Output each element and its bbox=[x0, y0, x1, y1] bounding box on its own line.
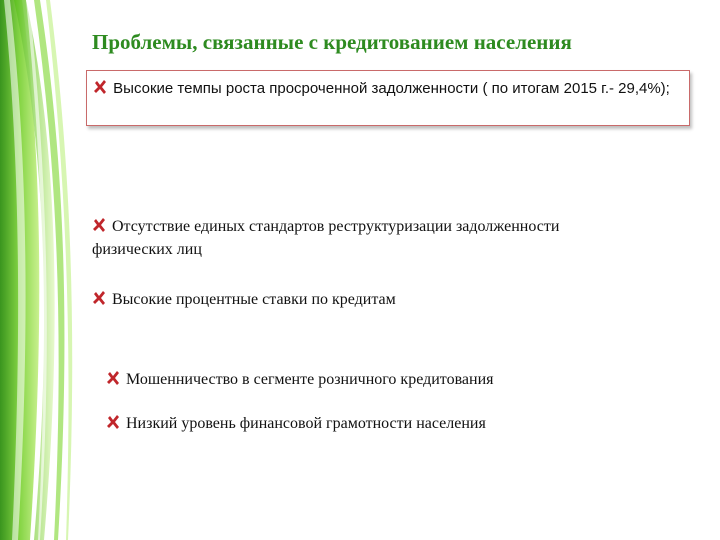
bullet-text: Мошенничество в сегменте розничного кредитования bbox=[126, 371, 494, 388]
bullet-item bbox=[106, 368, 686, 391]
bullet-item bbox=[106, 412, 686, 435]
highlight-callout bbox=[86, 70, 690, 126]
bullet-item bbox=[92, 288, 612, 311]
cross-mark-icon bbox=[92, 218, 106, 232]
cross-mark-icon bbox=[92, 291, 106, 305]
callout-text: Высокие темпы роста просроченной задолженности ( по итогам 2015 г.- 29,4%); bbox=[113, 80, 670, 97]
slide-title: Проблемы, связанные с кредитованием населения bbox=[92, 30, 572, 54]
bullet-text: Отсутствие единых стандартов реструктуризации задолженности физических лиц bbox=[92, 218, 560, 258]
green-swoosh-decoration bbox=[0, 0, 80, 540]
bullet-item bbox=[92, 215, 562, 261]
bullet-text: Высокие процентные ставки по кредитам bbox=[112, 291, 396, 308]
cross-mark-icon bbox=[93, 80, 107, 94]
bullet-text: Низкий уровень финансовой грамотности населения bbox=[126, 415, 486, 432]
cross-mark-icon bbox=[106, 415, 120, 429]
cross-mark-icon bbox=[106, 371, 120, 385]
